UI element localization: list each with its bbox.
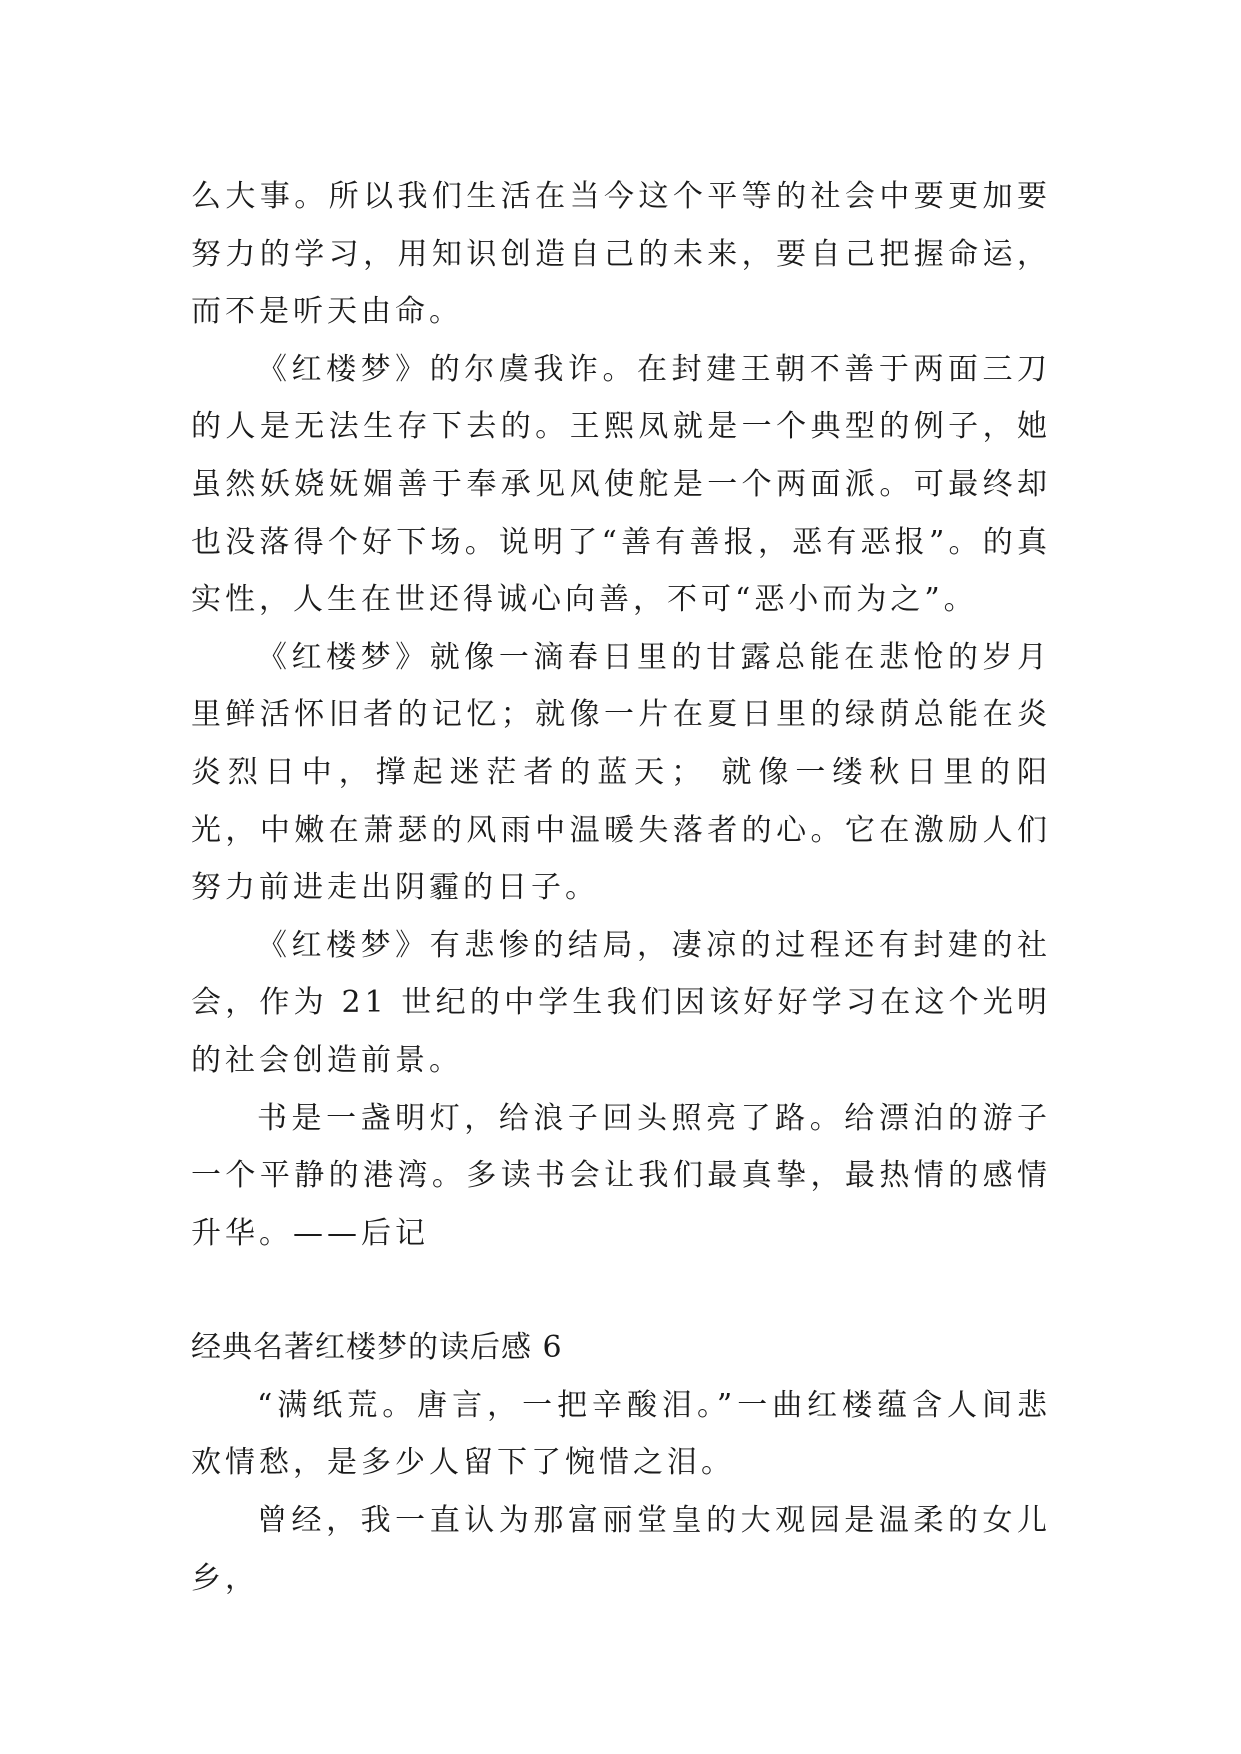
- document-body: [191, 168, 1051, 1607]
- paragraph: 书是一盏明灯，给浪子回头照亮了路。给漂泊的游子一个平静的港湾。多读书会让我们最真挚，最热情的感情升华。——后记: [191, 1100, 1051, 1251]
- paragraph: 《红楼梦》就像一滴春日里的甘露总能在悲怆的岁月里鲜活怀旧者的记忆；就像一片在夏日里的绿荫总能在炎炎烈日中，撑起迷茫者的蓝天； 就像一缕秋日里的阳光，中嫩在萧瑟的风雨中温暖失落者的心。它在激励人们努力前进走出阴霾的日子。: [191, 639, 1051, 906]
- paragraph: 《红楼梦》的尔虞我诈。在封建王朝不善于两面三刀的人是无法生存下去的。王熙凤就是一个典型的例子，她虽然妖娆妩媚善于奉承见风使舵是一个两面派。可最终却也没落得个好下场。说明了“善有善报，恶有恶报”。的真实性，人生在世还得诚心向善，不可“恶小而为之”。: [191, 351, 1051, 618]
- section-heading: 经典名著红楼梦的读后感 6: [191, 1330, 563, 1366]
- paragraph: 么大事。所以我们生活在当今这个平等的社会中要更加要努力的学习，用知识创造自己的未来，要自己把握命运，而不是听天由命。: [191, 179, 1051, 330]
- paragraph: 曾经，我一直认为那富丽堂皇的大观园是温柔的女儿乡，: [191, 1503, 1051, 1596]
- paragraph: “满纸荒。唐言，一把辛酸泪。”一曲红楼蕴含人间悲欢情愁，是多少人留下了惋惜之泪。: [191, 1387, 1051, 1481]
- paragraph: 《红楼梦》有悲惨的结局，凄凉的过程还有封建的社会，作为 21 世纪的中学生我们因该好好学习在这个光明的社会创造前景。: [191, 927, 1051, 1078]
